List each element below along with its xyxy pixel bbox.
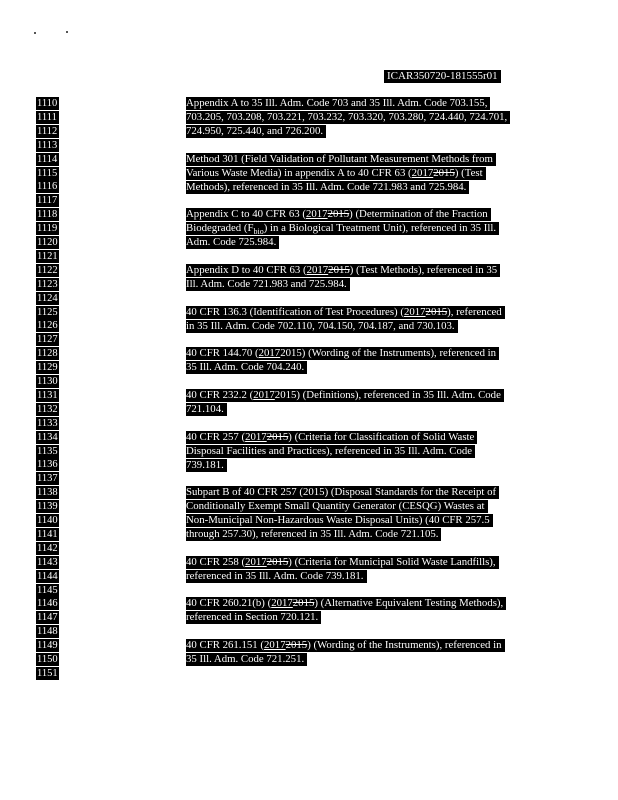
- text-segment: ) in a Biological Treatment Unit), referenced in 35 Ill.: [263, 222, 497, 235]
- paragraph: [186, 306, 505, 334]
- paragraph-line: [186, 389, 504, 402]
- inserted-text: 2017: [403, 305, 426, 318]
- inserted-text: 2017: [245, 430, 267, 443]
- line-number: 1131: [37, 389, 58, 401]
- line-number: 1113: [37, 139, 58, 151]
- paragraph-line: [186, 361, 307, 374]
- line-number: 1125: [37, 306, 58, 318]
- paragraph-line: [186, 445, 475, 458]
- line-number: 1142: [37, 542, 58, 554]
- paragraph-line: [186, 278, 350, 291]
- paragraph-line: [186, 528, 441, 541]
- paragraph-line: [186, 97, 490, 110]
- text-segment: 40 CFR 261.151 (: [186, 639, 264, 652]
- paragraph-line: [186, 597, 506, 610]
- text-segment: 2015) (Wording of the Instruments), referenced in: [280, 347, 497, 360]
- paragraph: [186, 597, 506, 625]
- text-segment: ) (Criteria for Classification of Solid Waste: [288, 430, 475, 443]
- paragraph-line: [186, 556, 499, 569]
- paragraph: [186, 389, 504, 417]
- line-number: 1139: [37, 501, 58, 513]
- paragraph-line: [186, 570, 367, 583]
- paragraph-line: [186, 236, 279, 249]
- text-segment: ) (Test Methods), referenced in 35: [349, 263, 498, 276]
- paragraph: [186, 486, 499, 542]
- text-segment: Subpart B of 40 CFR 257 (2015) (Disposal Standards for the Receipt of: [186, 486, 497, 499]
- paragraph-line: [186, 181, 469, 194]
- paragraph-line: [186, 111, 510, 124]
- line-number: 1128: [37, 348, 58, 360]
- paragraph-line: [186, 167, 486, 180]
- paragraph: [186, 639, 505, 667]
- paragraph: [186, 431, 477, 473]
- text-segment: 40 CFR 136.3 (Identification of Test Procedures) (: [186, 305, 404, 318]
- paragraph-line: [186, 264, 500, 277]
- line-number: 1119: [37, 223, 58, 235]
- paragraph-line: [186, 639, 505, 652]
- line-number: 1144: [37, 570, 58, 582]
- line-number: 1135: [37, 445, 58, 457]
- text-segment: Disposal Facilities and Practices), referenced in 35 Ill. Adm. Code: [186, 444, 473, 457]
- paragraph-line: [186, 611, 321, 624]
- paragraph: [186, 264, 500, 292]
- text-segment: 2015) (Definitions), referenced in 35 Ill. Adm. Code: [274, 388, 501, 401]
- text-segment: 724.950, 725.440, and 726.200.: [186, 125, 324, 137]
- paragraph-line: [186, 486, 499, 499]
- line-number: 1110: [37, 98, 58, 109]
- paragraph-line: [186, 459, 227, 472]
- inserted-text: 2017: [305, 208, 328, 221]
- paragraph: [186, 556, 499, 584]
- text-segment: 40 CFR 144.70 (: [186, 347, 259, 360]
- text-segment: Appendix C to 40 CFR 63 (: [186, 208, 306, 221]
- paragraph-line: [186, 500, 488, 513]
- text-segment: through 257.30), referenced in 35 Ill. Adm. Code 721.105.: [186, 528, 439, 541]
- text-segment: ) (Determination of the Fraction: [349, 208, 488, 221]
- line-number: 1127: [37, 334, 58, 346]
- text-segment: Method 301 (Field Validation of Pollutant Measurement Methods from: [186, 152, 493, 165]
- inserted-text: 2017: [271, 597, 293, 610]
- paragraph: [186, 347, 499, 375]
- text-segment: Appendix A to 35 Ill. Adm. Code 703 and 35 Ill. Adm. Code 703.155,: [186, 97, 488, 109]
- text-segment: 739.181.: [186, 458, 224, 471]
- text-segment: Adm. Code 725.984.: [186, 236, 277, 249]
- text-segment: Appendix D to 40 CFR 63 (: [186, 263, 307, 276]
- line-number: 1124: [37, 292, 58, 304]
- text-segment: 35 Ill. Adm. Code 704.240.: [186, 361, 305, 374]
- inserted-text: 2017: [258, 347, 281, 360]
- line-number: 1137: [37, 473, 58, 485]
- deleted-text: 2015: [328, 263, 350, 276]
- text-segment: ) (Test: [454, 166, 483, 179]
- text-segment: 35 Ill. Adm. Code 721.251.: [186, 653, 305, 666]
- line-number: 1115: [37, 167, 58, 179]
- deleted-text: 2015: [433, 166, 455, 179]
- text-segment: 40 CFR 257 (: [186, 430, 246, 443]
- text-segment: Methods), referenced in 35 Ill. Adm. Code 721.983 and 725.984.: [186, 180, 467, 193]
- text-segment: Biodegraded (F: [186, 222, 254, 235]
- line-number: 1150: [37, 654, 58, 665]
- line-number: 1148: [37, 626, 58, 638]
- text-segment: 40 CFR 258 (: [186, 555, 246, 568]
- paragraph-line: [186, 320, 458, 333]
- line-number: 1114: [37, 153, 58, 165]
- line-number: 1129: [37, 362, 58, 374]
- line-number: 1138: [37, 487, 58, 499]
- text-segment: in 35 Ill. Adm. Code 702.110, 704.150, 704.187, and 730.103.: [186, 319, 455, 332]
- page-code: ICAR350720-181555r01: [384, 70, 501, 83]
- line-number: 1122: [37, 264, 58, 276]
- scan-speck: [66, 31, 68, 33]
- line-number: 1147: [37, 612, 58, 624]
- deleted-text: 2015: [292, 597, 315, 610]
- text-segment: bio: [253, 227, 264, 237]
- text-segment: ) (Wording of the Instruments), referenced in: [307, 639, 502, 652]
- text-segment: ), referenced: [447, 305, 502, 318]
- line-number: 1133: [37, 417, 58, 429]
- line-number: 1123: [37, 278, 58, 290]
- paragraph-line: [186, 653, 307, 666]
- line-number: 1132: [37, 403, 58, 415]
- line-number: 1134: [37, 431, 58, 443]
- line-number: 1140: [37, 515, 58, 526]
- text-segment: 721.104.: [186, 402, 224, 415]
- paragraph-line: [186, 125, 326, 138]
- paragraph-line: [186, 403, 227, 416]
- paragraph-line: [186, 514, 493, 527]
- paragraph: [186, 208, 499, 250]
- line-number: 1117: [37, 195, 58, 207]
- paragraph-line: [186, 306, 505, 319]
- text-segment: 40 CFR 232.2 (: [186, 388, 254, 401]
- text-segment: Ill. Adm. Code 721.983 and 725.984.: [186, 277, 347, 290]
- line-number: 1130: [37, 376, 58, 387]
- paragraph: [186, 153, 496, 195]
- text-segment: 40 CFR 260.21(b) (: [186, 597, 272, 610]
- paragraph: [186, 97, 510, 139]
- text-segment: referenced in Section 720.121.: [186, 611, 319, 624]
- line-number: 1126: [37, 320, 58, 332]
- scan-speck: [34, 32, 36, 34]
- line-number: 1145: [37, 584, 58, 596]
- paragraph-line: [186, 153, 496, 166]
- line-number: 1112: [37, 125, 58, 137]
- text-segment: Non-Municipal Non-Hazardous Waste Disposal Units) (40 CFR 257.5: [186, 514, 490, 527]
- line-number: 1146: [37, 598, 58, 610]
- line-number: 1151: [37, 667, 58, 679]
- deleted-text: 2015: [425, 305, 448, 318]
- text-segment: Various Waste Media) in appendix A to 40 CFR 63 (: [186, 166, 412, 179]
- inserted-text: 2017: [306, 263, 329, 276]
- inserted-text: 2017: [253, 388, 275, 401]
- text-segment: ) (Alternative Equivalent Testing Methods),: [314, 597, 504, 610]
- paragraph-line: [186, 208, 491, 221]
- paragraph-line: [186, 222, 499, 235]
- line-number: 1136: [37, 459, 58, 471]
- deleted-text: 2015: [285, 639, 308, 652]
- inserted-text: 2017: [245, 555, 267, 568]
- deleted-text: 2015: [266, 555, 289, 568]
- inserted-text: 2017: [411, 166, 434, 179]
- inserted-text: 2017: [264, 639, 286, 652]
- deleted-text: 2015: [327, 208, 350, 221]
- paragraph-line: [186, 347, 499, 360]
- text-segment: 703.205, 703.208, 703.221, 703.232, 703.320, 703.280, 724.440, 724.701,: [186, 111, 508, 123]
- line-number: 1120: [37, 237, 58, 248]
- text-segment: ) (Criteria for Municipal Solid Waste Landfills),: [288, 555, 496, 568]
- line-number: 1118: [37, 209, 58, 221]
- line-number: 1141: [37, 528, 58, 540]
- line-number: 1111: [36, 111, 59, 124]
- text-segment: referenced in 35 Ill. Adm. Code 739.181.: [186, 569, 364, 582]
- deleted-text: 2015: [266, 430, 289, 443]
- line-number: 1121: [37, 250, 58, 262]
- paragraph-line: [186, 431, 477, 444]
- line-number: 1116: [37, 181, 58, 193]
- line-number: 1149: [37, 640, 58, 652]
- line-number: 1143: [37, 556, 58, 568]
- text-segment: Conditionally Exempt Small Quantity Generator (CESQG) Wastes at: [186, 500, 485, 513]
